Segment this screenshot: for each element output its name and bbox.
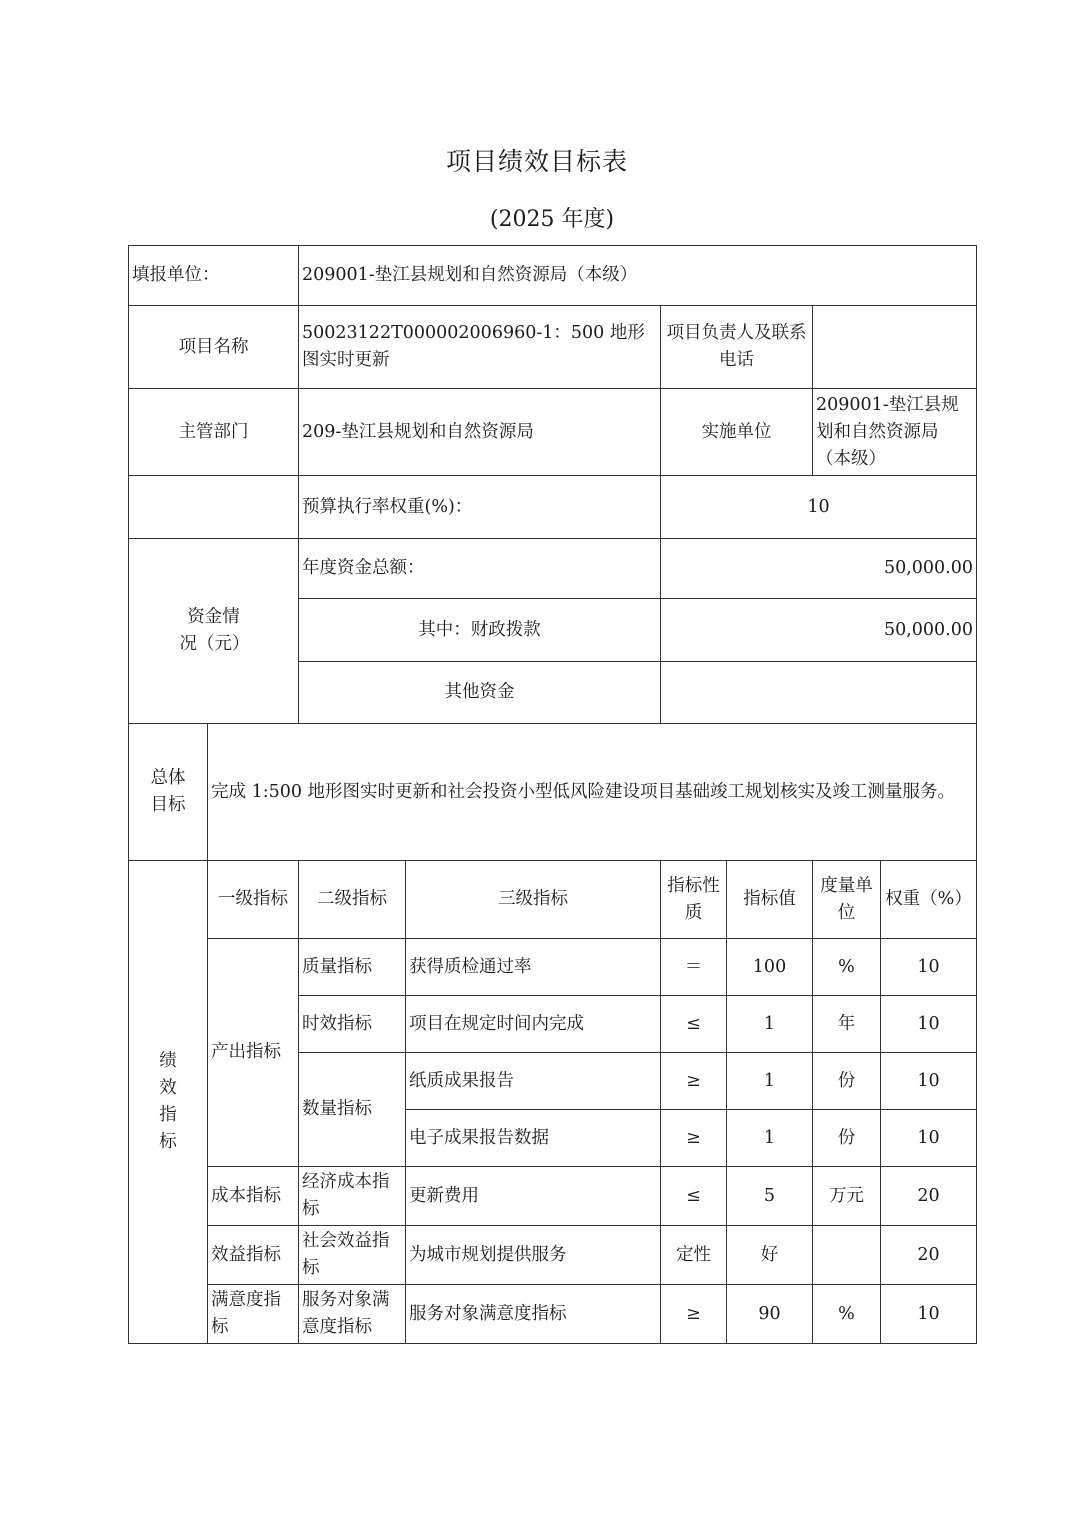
project-contact-value [813, 306, 977, 389]
project-name-label: 项目名称 [129, 306, 299, 389]
level3-name: 为城市规划提供服务 [406, 1226, 661, 1285]
budget-rate-value: 10 [661, 476, 977, 539]
weight-cell: 10 [881, 939, 977, 996]
goal-row [129, 724, 977, 861]
nature-cell: ≤ [661, 1167, 727, 1226]
nature-cell: ≥ [661, 1285, 727, 1344]
funds-other-value [661, 662, 977, 724]
funds-label [129, 539, 299, 724]
dept-value: 209-垫江县规划和自然资源局 [299, 389, 661, 476]
unit-cell: 年 [813, 996, 881, 1053]
dept-row [129, 389, 977, 476]
fill-unit-row [129, 246, 977, 306]
table-row [129, 1226, 977, 1285]
level3-name: 项目在规定时间内完成 [406, 996, 661, 1053]
unit-cell: 万元 [813, 1167, 881, 1226]
unit-cell: % [813, 939, 881, 996]
value-cell: 1 [727, 1110, 813, 1167]
nature-cell: ≥ [661, 1053, 727, 1110]
budget-rate-label: 预算执行率权重(%)： [299, 476, 661, 539]
value-cell: 100 [727, 939, 813, 996]
indicator-section-label [129, 861, 208, 1344]
value-cell: 1 [727, 996, 813, 1053]
header-value: 指标值 [727, 861, 813, 939]
project-name-value: 50023122T000002006960-1：500 地形图实时更新 [299, 306, 661, 389]
indicator-section-label-text: 绩效指标 [159, 1051, 177, 1152]
value-cell: 5 [727, 1167, 813, 1226]
funds-total-row [129, 539, 977, 599]
fill-unit-value: 209001-垫江县规划和自然资源局（本级） [299, 246, 977, 306]
value-cell: 90 [727, 1285, 813, 1344]
header-level1: 一级指标 [208, 861, 299, 939]
header-level2: 二级指标 [299, 861, 406, 939]
budget-rate-row [129, 476, 977, 539]
table-row [129, 1285, 977, 1344]
level2-service-satisfaction: 服务对象满意度指标 [299, 1285, 406, 1344]
value-cell: 1 [727, 1053, 813, 1110]
fill-unit-label: 填报单位： [129, 246, 299, 306]
level1-output: 产出指标 [208, 939, 299, 1167]
goal-label-text: 总体目标 [150, 768, 186, 815]
unit-cell [813, 1226, 881, 1285]
funds-label-text: 资金情况（元） [179, 607, 250, 654]
value-cell: 好 [727, 1226, 813, 1285]
level2-economic-cost: 经济成本指标 [299, 1167, 406, 1226]
weight-cell: 10 [881, 996, 977, 1053]
budget-rate-spacer [129, 476, 299, 539]
header-level3: 三级指标 [406, 861, 661, 939]
funds-other-label: 其他资金 [299, 662, 661, 724]
nature-cell: 定性 [661, 1226, 727, 1285]
dept-label: 主管部门 [129, 389, 299, 476]
unit-cell: % [813, 1285, 881, 1344]
page-subtitle: (2025 年度) [489, 207, 615, 232]
header-weight: 权重（%） [881, 861, 977, 939]
funds-total-label: 年度资金总额： [299, 539, 661, 599]
unit-cell: 份 [813, 1053, 881, 1110]
level3-name: 服务对象满意度指标 [406, 1285, 661, 1344]
level3-name: 获得质检通过率 [406, 939, 661, 996]
nature-cell: ＝ [661, 939, 727, 996]
project-contact-label: 项目负责人及联系电话 [661, 306, 813, 389]
level3-name: 纸质成果报告 [406, 1053, 661, 1110]
nature-cell: ≥ [661, 1110, 727, 1167]
header-nature: 指标性质 [661, 861, 727, 939]
header-unit: 度量单位 [813, 861, 881, 939]
impl-unit-value: 209001-垫江县规划和自然资源局（本级） [813, 389, 977, 476]
level2-timeliness: 时效指标 [299, 996, 406, 1053]
weight-cell: 10 [881, 1053, 977, 1110]
funds-fiscal-label: 其中：财政拨款 [299, 599, 661, 662]
weight-cell: 20 [881, 1226, 977, 1285]
level1-satisfaction: 满意度指标 [208, 1285, 299, 1344]
level2-quantity: 数量指标 [299, 1053, 406, 1167]
funds-total-value: 50,000.00 [661, 539, 977, 599]
table-row [129, 1167, 977, 1226]
level3-name: 更新费用 [406, 1167, 661, 1226]
weight-cell: 10 [881, 1110, 977, 1167]
unit-cell: 份 [813, 1110, 881, 1167]
level3-name: 电子成果报告数据 [406, 1110, 661, 1167]
performance-target-table [128, 245, 977, 1344]
funds-fiscal-value: 50,000.00 [661, 599, 977, 662]
project-row [129, 306, 977, 389]
weight-cell: 10 [881, 1285, 977, 1344]
page-title: 项目绩效目标表 [445, 147, 628, 176]
goal-label [129, 724, 208, 861]
level2-quality: 质量指标 [299, 939, 406, 996]
goal-text: 完成 1:500 地形图实时更新和社会投资小型低风险建设项目基础竣工规划核实及竣工测量服务。 [208, 724, 977, 861]
impl-unit-label: 实施单位 [661, 389, 813, 476]
indicator-header-row [129, 861, 977, 939]
weight-cell: 20 [881, 1167, 977, 1226]
level1-benefit: 效益指标 [208, 1226, 299, 1285]
level2-social-benefit: 社会效益指标 [299, 1226, 406, 1285]
nature-cell: ≤ [661, 996, 727, 1053]
level1-cost: 成本指标 [208, 1167, 299, 1226]
table-row [129, 939, 977, 996]
